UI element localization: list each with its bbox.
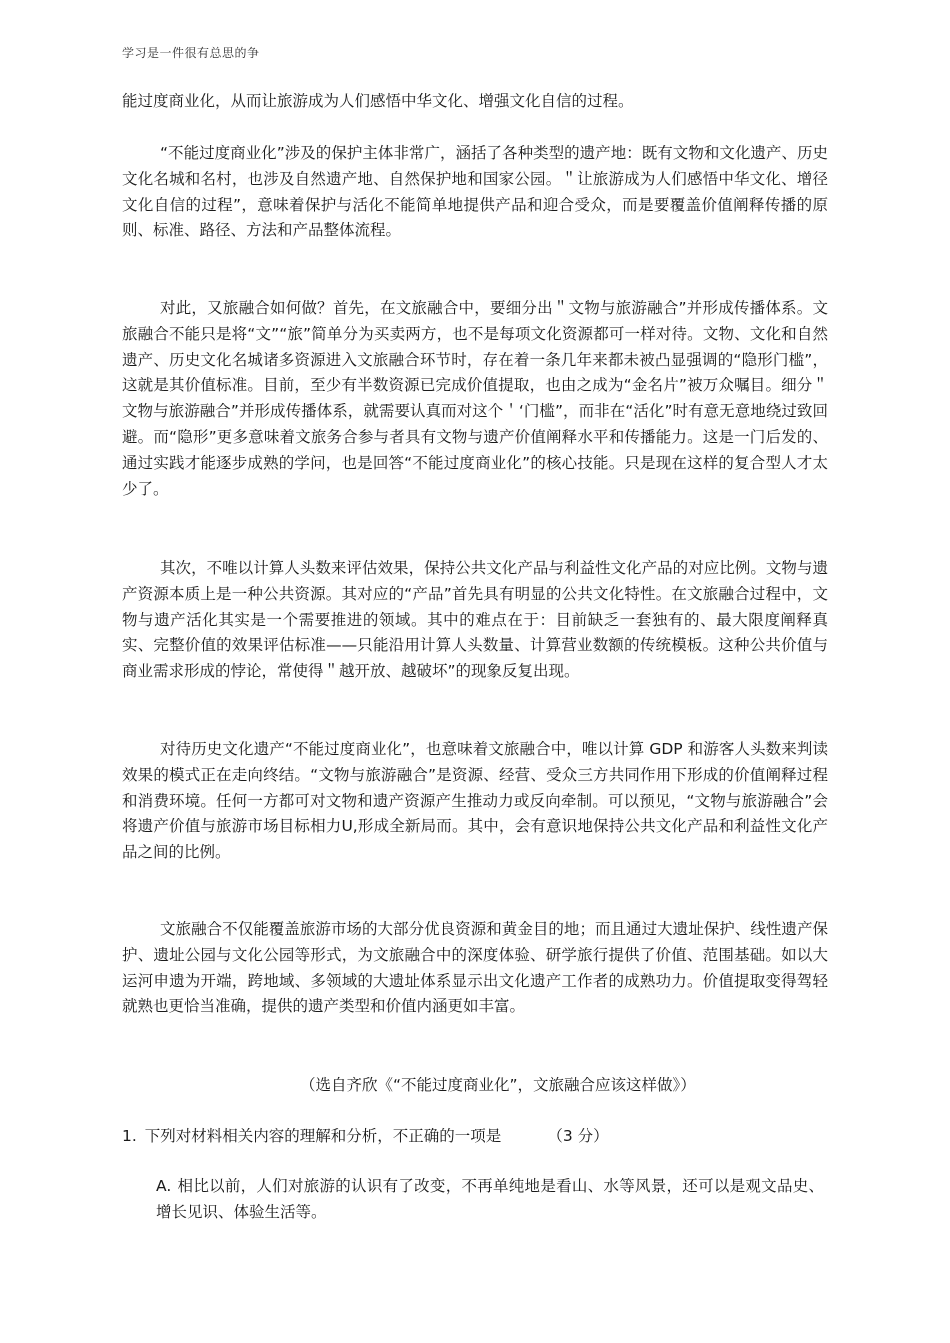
question-text: 下列对材料相关内容的理解和分析，不正确的一项是 bbox=[144, 1127, 502, 1145]
source-citation: （选自齐欣《“不能过度商业化”，文旅融合应该这样做》） bbox=[300, 1076, 696, 1094]
paragraph-gdp-model: 对待历史文化遗产“不能过度商业化”，也意味着文旅融合中，唯以计算 GDP 和游客人头数来判读效果的模式正在走向终结。“文物与旅游融合”是资源、经营、受众三方共同作用下形成的价值阐释过程和消费环境。任何一方都可对文物和遗产资源产生推动力或反向牵制。可以预见，“文物与旅游融合”会将遗产价值与旅游市场目标相力U,形成全新局而。其中，会有意识地保持公共文化产品和利益性文化产品之间的比例。 bbox=[122, 740, 828, 862]
option-text: 相比以前，人们对旅游的认识有了改变，不再单纯地是看山、水等风景，还可以是观文品史、增长见识、体验生活等。 bbox=[156, 1177, 824, 1221]
paragraph-first-point: 对此，又旅融合如何做？首先，在文旅融合中，要细分出＂文物与旅游融合”并形成传播体系。文旅融合不能只是将“文”“旅”简单分为买卖两方，也不是每项文化资源都可一样对待。文物、文化和自然遗产、历史文化名城诸多资源进入文旅融合环节时，存在着一条几年来都未被凸显强调的“隐形门槛”，这就是其价值标准。目前，至少有半数资源已完成价值提取，也由之成为“金名片”被万众嘱目。细分＂文物与旅游融合”并形成传播体系，就需要认真而对这个＇‘门槛”，而非在“活化”时有意无意地绕过致回避。而“隐形”更多意味着文旅务合参与者具有文物与遗产价值阐释水平和传播能力。这是一门后发的、通过实践才能逐步成熟的学问，也是回答“不能过度商业化”的核心技能。只是现在这样的复合型人才太少了。 bbox=[122, 299, 828, 498]
option-a bbox=[156, 1173, 824, 1225]
paragraph-protection-scope: “不能过度商业化”涉及的保护主体非常广，涵括了各种类型的遗产地：既有文物和文化遗产、历史文化名城和名村，也涉及自然遗产地、自然保护地和国家公园。＂让旅游成为人们感悟中华文化、增径文化自信的过程”，意味着保护与活化不能简单地提供产品和迎合受众，而是要覆盖价值阐释传播的原则、标准、路径、方法和产品整体流程。 bbox=[122, 144, 828, 240]
option-letter: A. bbox=[156, 1177, 172, 1195]
paragraph-heritage-sites: 文旅融合不仅能覆盖旅游市场的大部分优良资源和黄金目的地；而且通过大遗址保护、线性遗产保护、遗址公园与文化公园等形式，为文旅融合中的深度体验、研学旅行提供了价值、范围基础。如以大运河申遗为开端，跨地域、多领域的大遗址体系显示出文化遗产工作者的成熟功力。价值提取变得驾轻就熟也更恰当准确，提供的遗产类型和价值内涵更如丰富。 bbox=[122, 920, 828, 1016]
question-score: （3 分） bbox=[547, 1127, 609, 1145]
paragraph-second-point: 其次，不唯以计算人头数来评估效果，保持公共文化产品与利益性文化产品的对应比例。文物与遗产资源本质上是一种公共资源。其对应的“产品”首先具有明显的公共文化特性。在文旅融合过程中，文物与遗产活化其实是一个需要推进的领域。其中的难点在于：目前缺乏一套独有的、最大限度阐释真实、完整价值的效果评估标准——只能沿用计算人头数量、计算营业数额的传统模板。这种公共价值与商业需求形成的悖论，常使得＂越开放、越破坏”的现象反复出现。 bbox=[122, 559, 828, 681]
paragraph-continued: 能过度商业化，从而让旅游成为人们感悟中华文化、增强文化自信的过程。 bbox=[122, 92, 634, 110]
page-header: 学习是一件很有总思的争 bbox=[122, 46, 260, 60]
question-1 bbox=[122, 1124, 609, 1150]
question-number: 1. bbox=[122, 1127, 137, 1145]
